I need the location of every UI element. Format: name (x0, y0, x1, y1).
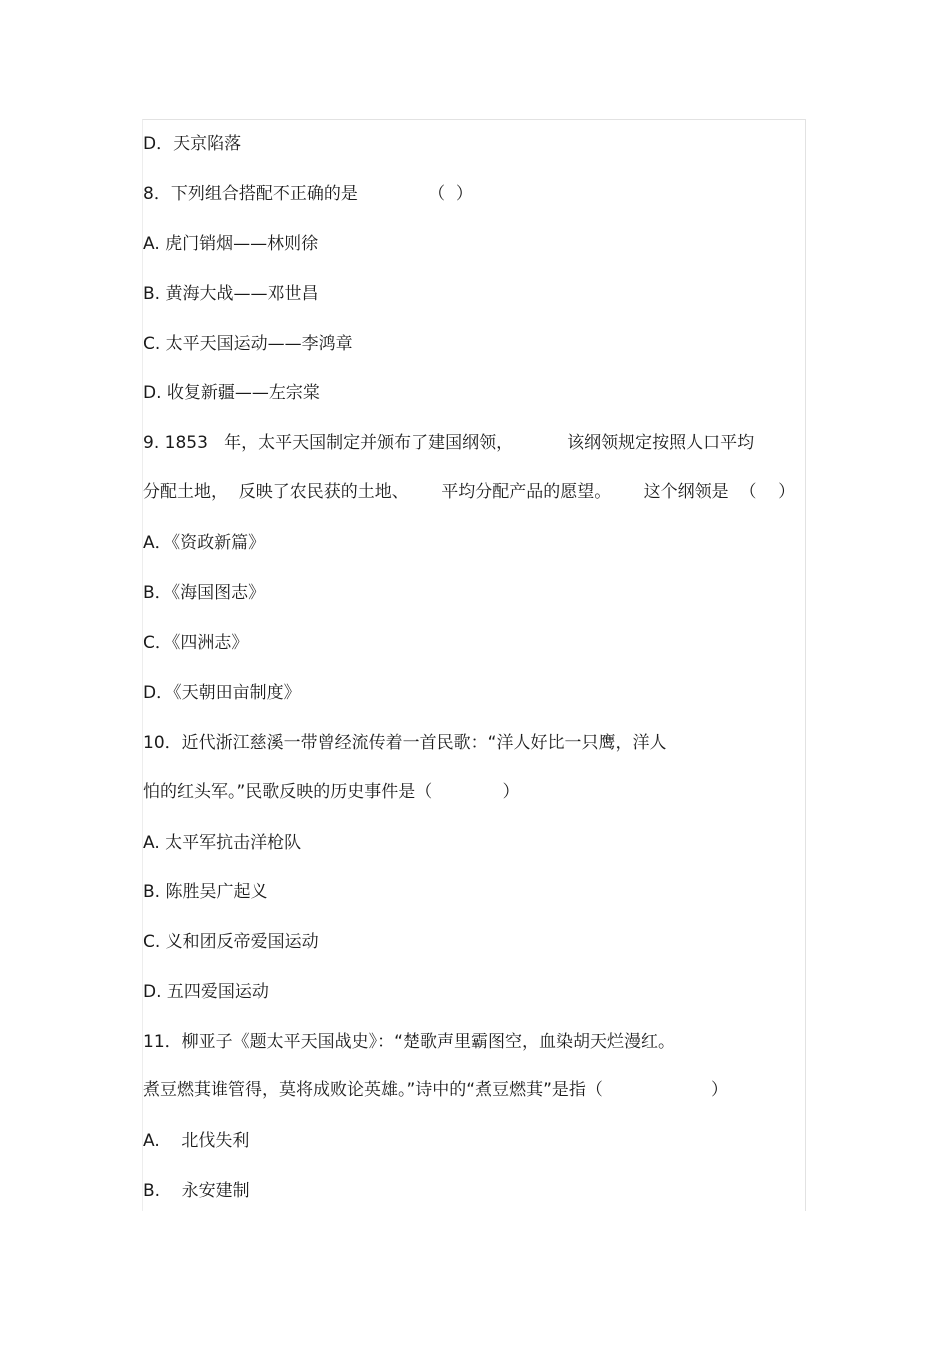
option-9a: A．《资政新篇》 (143, 533, 266, 553)
option-11a: A. 北伐失利 (143, 1131, 250, 1151)
option-8c: C. 太平天国运动——李鸿章 (143, 334, 353, 354)
option-10d: D. 五四爱国运动 (143, 982, 269, 1002)
option-10c: C. 义和团反帝爱国运动 (143, 932, 319, 952)
question-9-line-1: 9. 1853 年，太平天国制定并颁布了建国纲领， 该纲领规定按照人口平均 (143, 433, 755, 453)
option-9c: C．《四洲志》 (143, 633, 249, 653)
question-8: 8．下列组合搭配不正确的是 （ ） (143, 184, 473, 204)
option-9d: D．《天朝田亩制度》 (143, 683, 301, 703)
option-10a: A. 太平军抗击洋枪队 (143, 833, 302, 853)
question-10-line-2: 怕的红头军。”民歌反映的历史事件是（ ） (143, 782, 520, 802)
question-10-line-1: 10．近代浙江慈溪一带曾经流传着一首民歌：“洋人好比一只鹰，洋人 (143, 733, 667, 753)
option-8d: D. 收复新疆——左宗棠 (143, 383, 320, 403)
option-8b: B. 黄海大战——邓世昌 (143, 284, 319, 304)
option-7d: D．天京陷落 (143, 134, 242, 154)
question-11-line-2: 煮豆燃萁谁管得，莫将成败论英雄。”诗中的“煮豆燃萁”是指（ ） (143, 1080, 728, 1100)
question-11-line-1: 11．柳亚子《题太平天国战史》：“楚歌声里霸图空，血染胡天烂漫红。 (143, 1032, 675, 1052)
question-9-line-2: 分配土地， 反映了农民获的土地、 平均分配产品的愿望。 这个纲领是 （ ） (143, 482, 796, 502)
option-9b: B．《海国图志》 (143, 583, 266, 603)
option-10b: B. 陈胜吴广起义 (143, 882, 268, 902)
option-8a: A. 虎门销烟——林则徐 (143, 234, 319, 254)
option-11b: B. 永安建制 (143, 1181, 250, 1201)
